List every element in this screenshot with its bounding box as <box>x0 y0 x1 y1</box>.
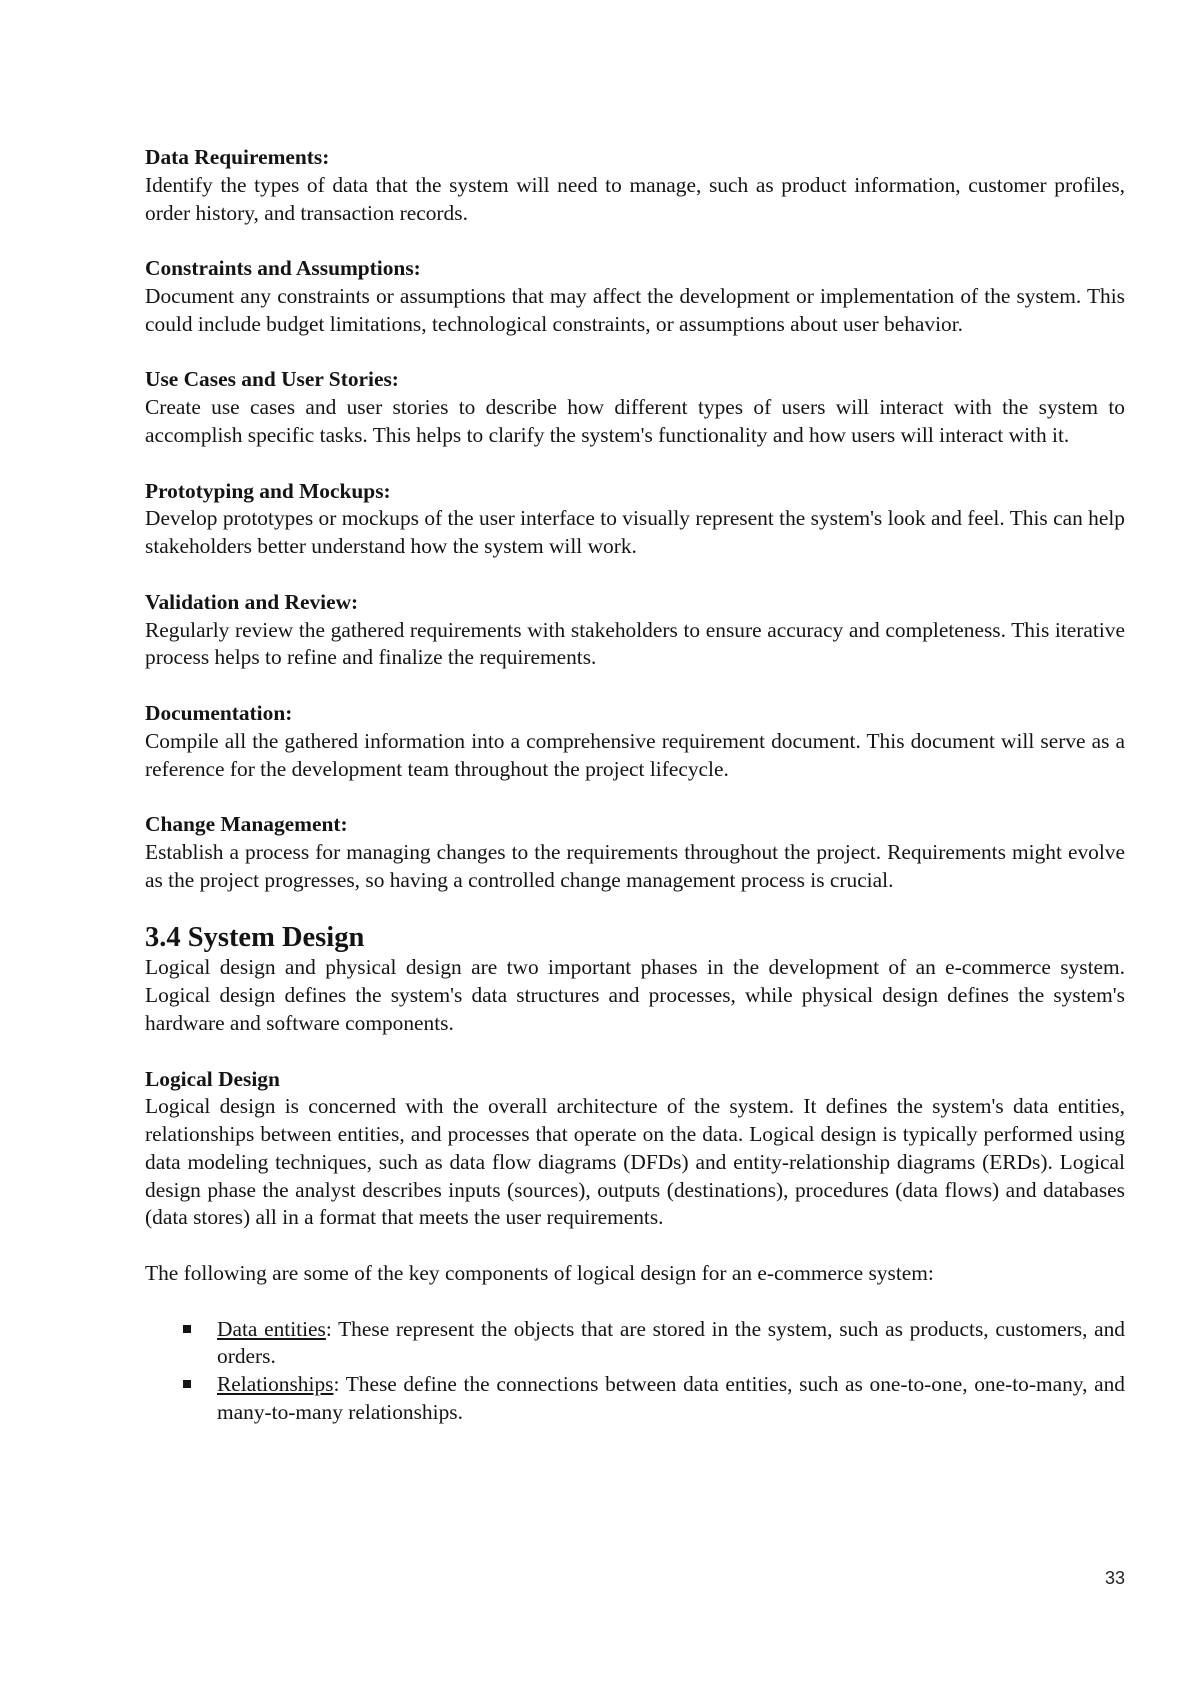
section-paragraph: Establish a process for managing changes to the requirements throughout the project. Requirements might evolve as the project progresses, so having a controlled change management process is crucial. <box>145 839 1125 892</box>
section-heading: Change Management: <box>145 812 348 837</box>
section-title: 3.4 System Design <box>145 922 365 954</box>
section-intro-paragraph: Logical design and physical design are two important phases in the development of an e-commerce system. Logical design defines the system's data structures and processes, while physical design defines the system's hardware and software components. <box>145 955 1125 1035</box>
list-item-text: : These define the connections between data entities, such as one-to-one, one-to-many, and many-to-many relationships. <box>217 1372 1125 1425</box>
section-heading: Constraints and Assumptions: <box>145 256 421 281</box>
section-heading: Prototyping and Mockups: <box>145 478 391 503</box>
page-number: 33 <box>1104 1568 1125 1588</box>
components-intro: The following are some of the key components of logical design for an e-commerce system: <box>145 1261 934 1286</box>
section-heading: Data Requirements: <box>145 145 330 169</box>
list-item-term: Data entities <box>217 1316 326 1341</box>
section-validation-review <box>145 589 1125 672</box>
section-paragraph: Create use cases and user stories to describe how different types of users will interact with the system to accomplish specific tasks. This helps to clarify the system's functionality and how users will interact with it. <box>145 395 1125 447</box>
list-item-text: : These represent the objects that are stored in the system, such as products, customers, and orders. <box>217 1316 1125 1369</box>
list-item <box>145 1316 1125 1372</box>
section-logical-design <box>145 1066 1125 1233</box>
section-system-design <box>145 922 1125 1037</box>
list-item <box>145 1371 1125 1427</box>
subsection-heading: Logical Design <box>145 1066 280 1091</box>
section-heading: Validation and Review: <box>145 589 359 614</box>
section-paragraph: Compile all the gathered information into a comprehensive requirement document. This document will serve as a reference for the development team throughout the project lifecycle. <box>145 728 1125 781</box>
square-bullet-icon <box>183 1380 191 1388</box>
section-paragraph: Regularly review the gathered requirements with stakeholders to ensure accuracy and completeness. This iterative process helps to refine and finalize the requirements. <box>145 617 1125 670</box>
subsection-paragraph: Logical design is concerned with the overall architecture of the system. It defines the system's data entities, relationships between entities, and processes that operate on the data. Logical design is typically performed using data modeling techniques, such as data flow diagrams (DFDs) and entity-relationship diagrams (ERDs). Logical design phase the analyst describes inputs (sources), outputs (destinations), procedures (data flows) and databases (data stores) all in a format that meets the user requirements. <box>145 1094 1125 1230</box>
section-data-requirements <box>145 144 1125 227</box>
section-documentation <box>145 700 1125 783</box>
section-heading: Use Cases and User Stories: <box>145 367 399 392</box>
section-paragraph: Identify the types of data that the system will need to manage, such as product information, customer profiles, order history, and transaction records. <box>145 172 1125 225</box>
square-bullet-icon <box>183 1325 191 1333</box>
components-list <box>145 1316 1125 1427</box>
section-heading: Documentation: <box>145 700 293 725</box>
list-item-term: Relationships <box>217 1372 334 1397</box>
section-change-management <box>145 811 1125 894</box>
section-constraints-assumptions <box>145 255 1125 338</box>
page-content <box>145 144 1125 1427</box>
section-paragraph: Develop prototypes or mockups of the user interface to visually represent the system's look and feel. This can help stakeholders better understand how the system will work. <box>145 506 1125 559</box>
components-intro-block <box>145 1260 1125 1288</box>
section-use-cases <box>145 366 1125 449</box>
section-prototyping <box>145 478 1125 561</box>
section-paragraph: Document any constraints or assumptions that may affect the development or implementation of the system. This could include budget limitations, technological constraints, or assumptions about user behavior. <box>145 283 1125 336</box>
